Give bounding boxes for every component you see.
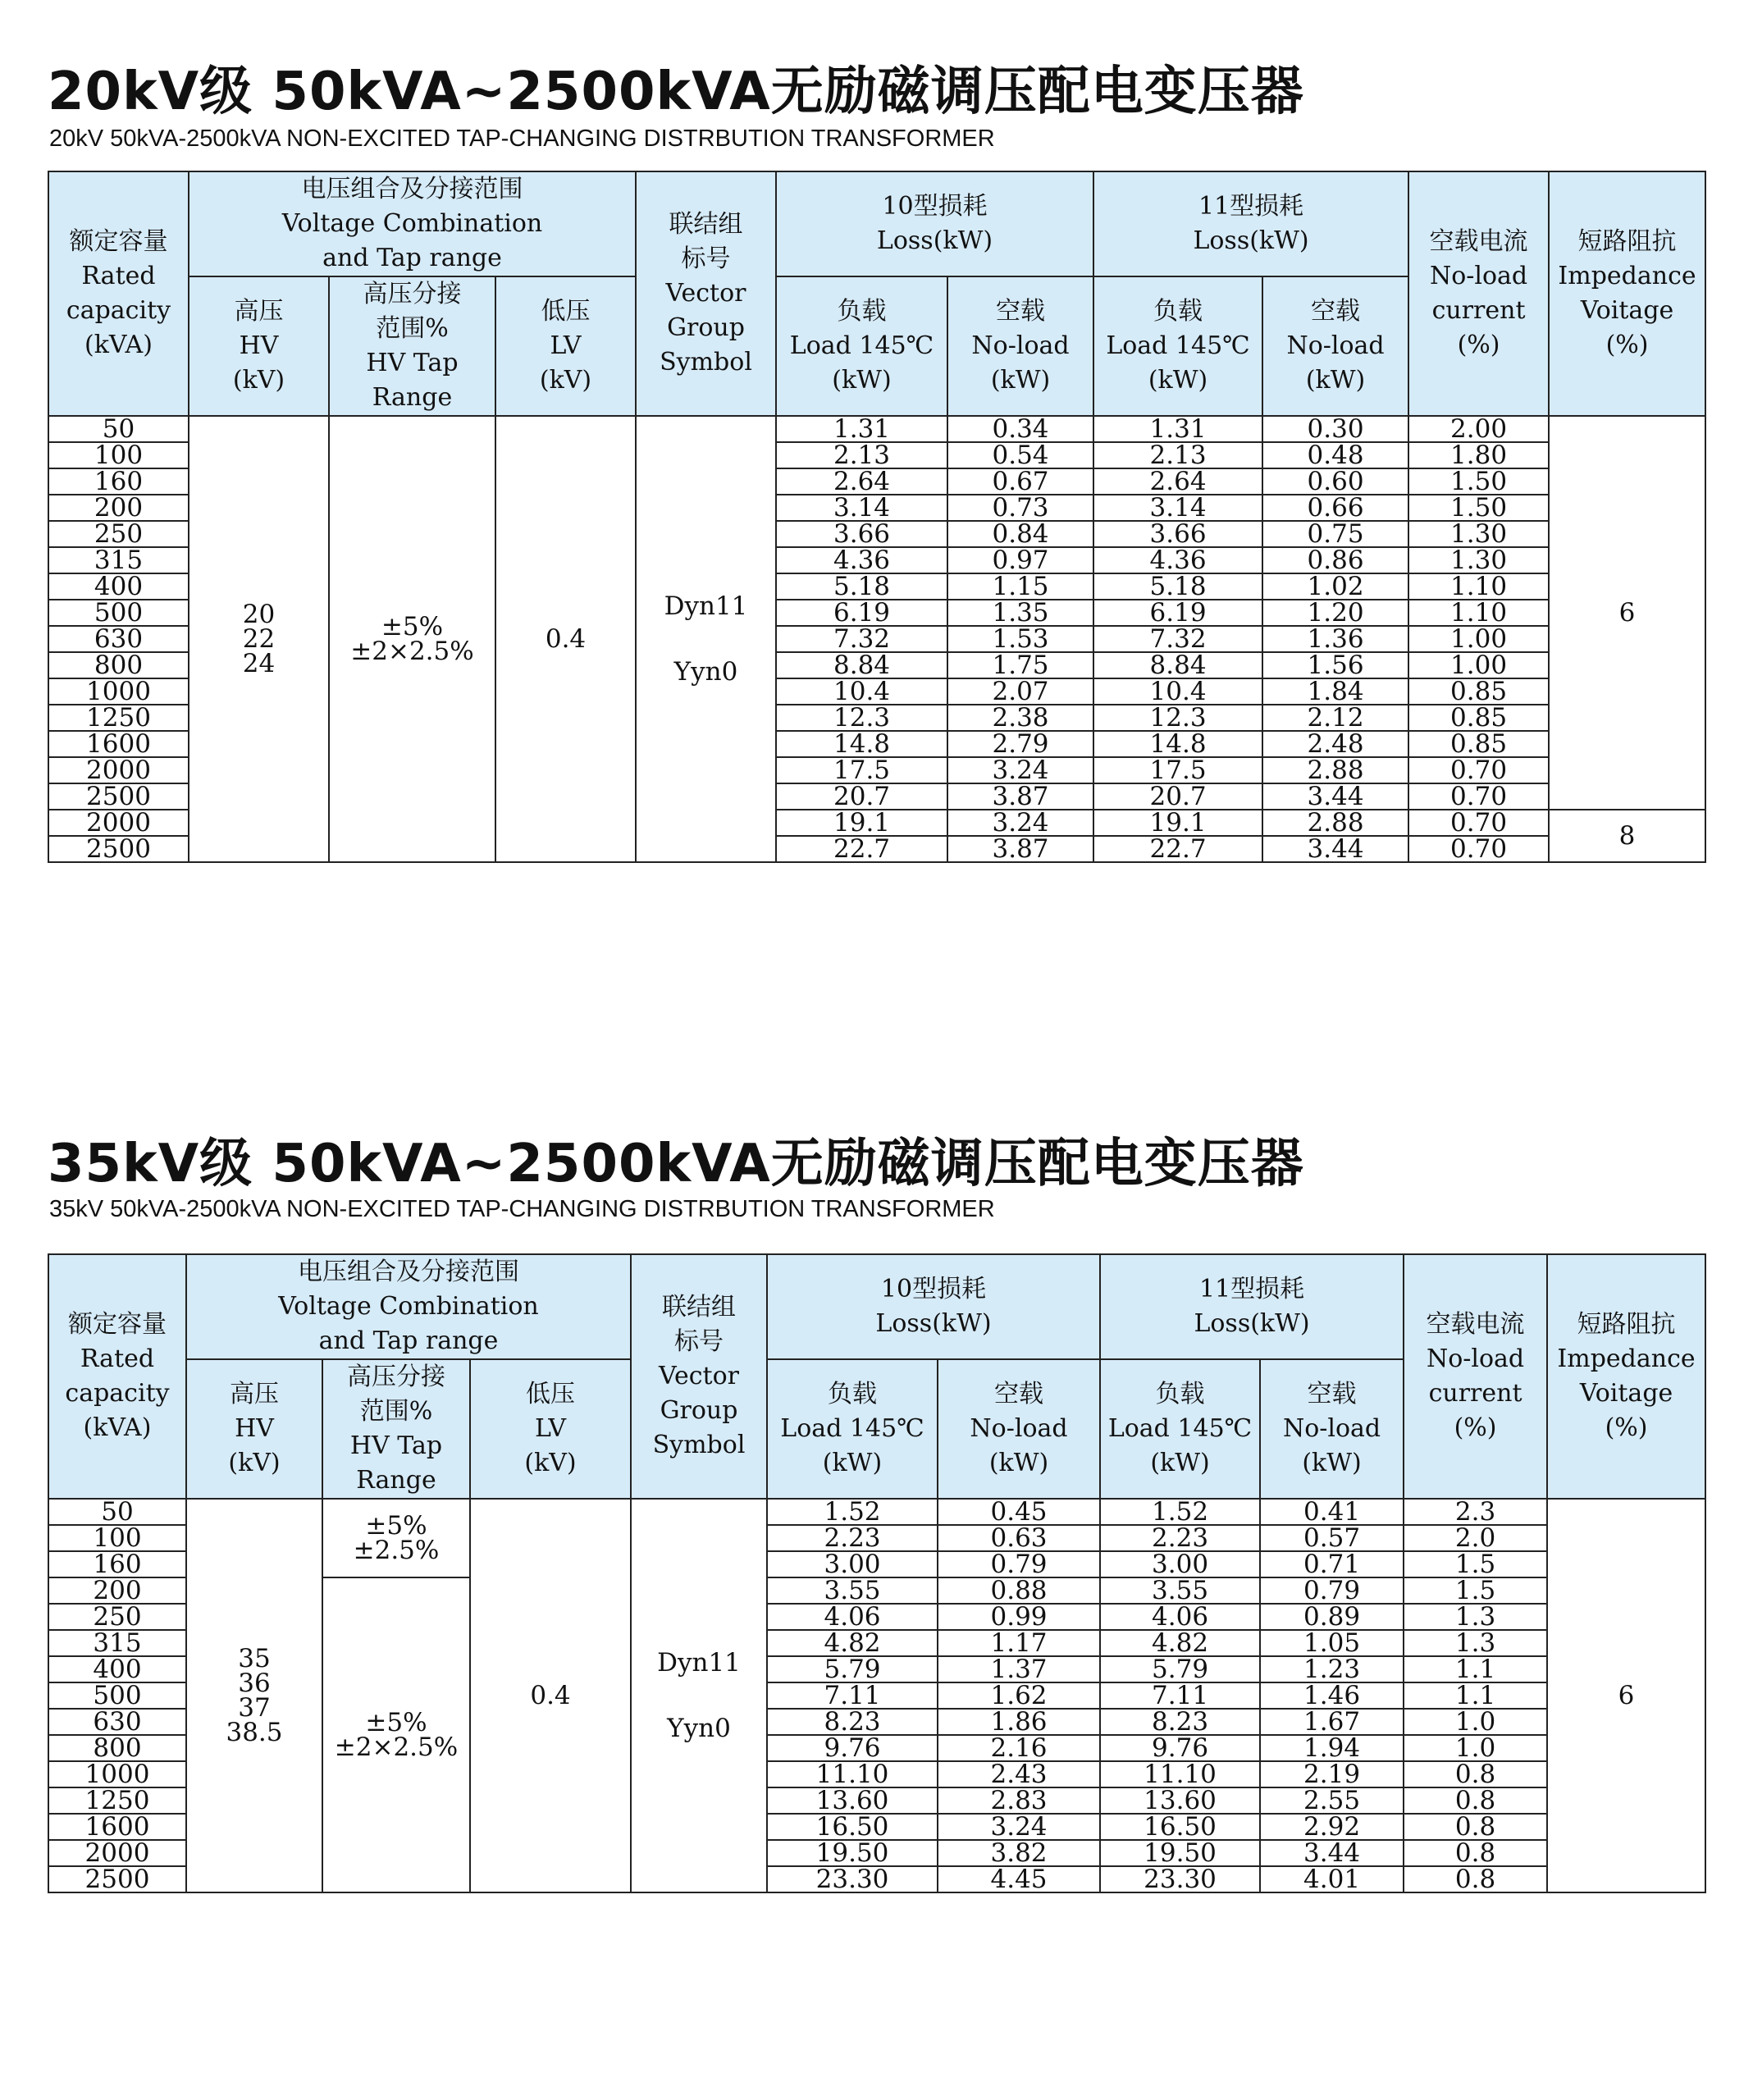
vector-cell-line bbox=[632, 1679, 766, 1712]
hv-tap-cell bbox=[329, 416, 495, 862]
load-11-cell: 16.50 bbox=[1100, 1814, 1260, 1840]
capacity-cell: 630 bbox=[48, 1709, 186, 1735]
vector-cell-line: Dyn11 bbox=[664, 591, 748, 621]
load-10-cell: 19.1 bbox=[776, 810, 947, 836]
noload-current-cell: 1.50 bbox=[1408, 495, 1549, 521]
load-10-cell: 4.36 bbox=[776, 547, 947, 573]
load-10-cell: 6.19 bbox=[776, 600, 947, 626]
load-10-cell: 10.4 bbox=[776, 678, 947, 705]
load-10-cell: 22.7 bbox=[776, 836, 947, 862]
load-11-cell: 5.79 bbox=[1100, 1656, 1260, 1682]
noload-10-cell: 3.82 bbox=[938, 1840, 1100, 1866]
load-10-cell: 9.76 bbox=[767, 1735, 938, 1761]
noload-11-cell: 1.02 bbox=[1262, 573, 1408, 600]
hv-cell-line: 24 bbox=[242, 649, 276, 678]
noload-11-cell: 1.46 bbox=[1260, 1682, 1404, 1709]
capacity-cell: 800 bbox=[48, 652, 189, 678]
noload-10-cell: 2.79 bbox=[947, 731, 1093, 757]
hv-cell-line: 35 bbox=[238, 1644, 271, 1673]
hv-tap-cell-line: ±5% bbox=[365, 1708, 427, 1737]
load-11-cell: 12.3 bbox=[1093, 705, 1262, 731]
noload-10-cell: 1.75 bbox=[947, 652, 1093, 678]
noload-10-cell: 2.43 bbox=[938, 1761, 1100, 1787]
header-loss-10: 10型损耗 Loss(kW) bbox=[776, 171, 1093, 276]
capacity-cell: 500 bbox=[48, 1682, 186, 1709]
load-10-cell: 8.84 bbox=[776, 652, 947, 678]
table-body bbox=[48, 416, 1705, 862]
noload-current-cell: 1.30 bbox=[1408, 521, 1549, 547]
load-11-cell: 19.1 bbox=[1093, 810, 1262, 836]
spec-table-20kv bbox=[48, 171, 1706, 863]
header-hv-tap: 高压分接 范围% HV Tap Range bbox=[322, 1359, 470, 1499]
noload-11-cell: 4.01 bbox=[1260, 1866, 1404, 1892]
header-load-11: 负载 Load 145℃ (kW) bbox=[1093, 276, 1262, 416]
load-10-cell: 4.06 bbox=[767, 1604, 938, 1630]
hv-cell-line: 37 bbox=[238, 1693, 271, 1723]
load-11-cell: 19.50 bbox=[1100, 1840, 1260, 1866]
lv-cell: 0.4 bbox=[470, 1499, 631, 1892]
noload-10-cell: 3.24 bbox=[938, 1814, 1100, 1840]
noload-11-cell: 0.30 bbox=[1262, 416, 1408, 442]
load-10-cell: 1.52 bbox=[767, 1499, 938, 1525]
load-10-cell: 7.11 bbox=[767, 1682, 938, 1709]
capacity-cell: 500 bbox=[48, 600, 189, 626]
table-row bbox=[48, 416, 1705, 442]
noload-11-cell: 0.75 bbox=[1262, 521, 1408, 547]
capacity-cell: 630 bbox=[48, 626, 189, 652]
hv-tap-cell bbox=[322, 1577, 470, 1892]
noload-current-cell: 0.85 bbox=[1408, 705, 1549, 731]
table-row bbox=[48, 1499, 1705, 1525]
capacity-cell: 160 bbox=[48, 468, 189, 495]
noload-current-cell: 1.0 bbox=[1404, 1735, 1547, 1761]
noload-11-cell: 3.44 bbox=[1262, 836, 1408, 862]
noload-10-cell: 0.63 bbox=[938, 1525, 1100, 1551]
noload-10-cell: 0.99 bbox=[938, 1604, 1100, 1630]
noload-10-cell: 2.07 bbox=[947, 678, 1093, 705]
noload-10-cell: 0.97 bbox=[947, 547, 1093, 573]
hv-tap-cell-line: ±5% bbox=[381, 612, 444, 641]
load-11-cell: 23.30 bbox=[1100, 1866, 1260, 1892]
noload-10-cell: 0.79 bbox=[938, 1551, 1100, 1577]
noload-current-cell: 1.00 bbox=[1408, 652, 1549, 678]
hv-tap-cell-line: ±2×2.5% bbox=[334, 1732, 459, 1762]
load-10-cell: 4.82 bbox=[767, 1630, 938, 1656]
capacity-cell: 315 bbox=[48, 1630, 186, 1656]
noload-11-cell: 3.44 bbox=[1262, 783, 1408, 810]
load-11-cell: 4.36 bbox=[1093, 547, 1262, 573]
header-noload-current: 空载电流 No-load current (%) bbox=[1404, 1254, 1547, 1499]
capacity-cell: 2000 bbox=[48, 757, 189, 783]
noload-current-cell: 0.8 bbox=[1404, 1761, 1547, 1787]
noload-current-cell: 1.5 bbox=[1404, 1551, 1547, 1577]
load-10-cell: 16.50 bbox=[767, 1814, 938, 1840]
capacity-cell: 1600 bbox=[48, 1814, 186, 1840]
noload-10-cell: 2.83 bbox=[938, 1787, 1100, 1814]
noload-current-cell: 1.00 bbox=[1408, 626, 1549, 652]
noload-current-cell: 0.70 bbox=[1408, 783, 1549, 810]
load-11-cell: 2.23 bbox=[1100, 1525, 1260, 1551]
load-11-cell: 2.64 bbox=[1093, 468, 1262, 495]
section-title: 20kV级 50kVA~2500kVA无励磁调压配电变压器 bbox=[48, 62, 1304, 122]
load-11-cell: 7.32 bbox=[1093, 626, 1262, 652]
impedance-cell: 8 bbox=[1549, 810, 1705, 862]
load-10-cell: 11.10 bbox=[767, 1761, 938, 1787]
vector-cell-line: Dyn11 bbox=[657, 1648, 741, 1678]
noload-10-cell: 0.67 bbox=[947, 468, 1093, 495]
noload-11-cell: 1.84 bbox=[1262, 678, 1408, 705]
hv-cell-line: 20 bbox=[242, 600, 276, 629]
noload-current-cell: 0.70 bbox=[1408, 757, 1549, 783]
noload-11-cell: 1.67 bbox=[1260, 1709, 1404, 1735]
vector-cell-line: Yyn0 bbox=[673, 657, 738, 687]
noload-current-cell: 0.8 bbox=[1404, 1840, 1547, 1866]
noload-10-cell: 0.34 bbox=[947, 416, 1093, 442]
load-11-cell: 5.18 bbox=[1093, 573, 1262, 600]
load-10-cell: 1.31 bbox=[776, 416, 947, 442]
load-11-cell: 7.11 bbox=[1100, 1682, 1260, 1709]
noload-current-cell: 0.70 bbox=[1408, 836, 1549, 862]
noload-current-cell: 1.1 bbox=[1404, 1656, 1547, 1682]
noload-11-cell: 0.60 bbox=[1262, 468, 1408, 495]
capacity-cell: 800 bbox=[48, 1735, 186, 1761]
header-vector-group: 联结组 标号 Vector Group Symbol bbox=[636, 171, 776, 416]
load-11-cell: 10.4 bbox=[1093, 678, 1262, 705]
section-subtitle: 35kV 50kVA-2500kVA NON-EXCITED TAP-CHANGING DISTRBUTION TRANSFORMER bbox=[49, 1196, 995, 1222]
capacity-cell: 2500 bbox=[48, 836, 189, 862]
load-10-cell: 3.55 bbox=[767, 1577, 938, 1604]
noload-11-cell: 0.57 bbox=[1260, 1525, 1404, 1551]
noload-11-cell: 2.55 bbox=[1260, 1787, 1404, 1814]
load-11-cell: 20.7 bbox=[1093, 783, 1262, 810]
noload-current-cell: 1.10 bbox=[1408, 573, 1549, 600]
noload-11-cell: 2.88 bbox=[1262, 757, 1408, 783]
noload-11-cell: 0.86 bbox=[1262, 547, 1408, 573]
load-10-cell: 2.13 bbox=[776, 442, 947, 468]
capacity-cell: 100 bbox=[48, 442, 189, 468]
noload-10-cell: 2.38 bbox=[947, 705, 1093, 731]
noload-10-cell: 1.35 bbox=[947, 600, 1093, 626]
capacity-cell: 50 bbox=[48, 1499, 186, 1525]
capacity-cell: 1000 bbox=[48, 678, 189, 705]
section-subtitle: 20kV 50kVA-2500kVA NON-EXCITED TAP-CHANGING DISTRBUTION TRANSFORMER bbox=[49, 126, 995, 152]
noload-current-cell: 1.80 bbox=[1408, 442, 1549, 468]
hv-tap-cell bbox=[322, 1499, 470, 1577]
load-11-cell: 9.76 bbox=[1100, 1735, 1260, 1761]
header-load-10: 负载 Load 145℃ (kW) bbox=[767, 1359, 938, 1499]
hv-cell bbox=[189, 416, 329, 862]
noload-10-cell: 1.86 bbox=[938, 1709, 1100, 1735]
header-noload-11: 空载 No-load (kW) bbox=[1260, 1359, 1404, 1499]
load-10-cell: 14.8 bbox=[776, 731, 947, 757]
noload-11-cell: 2.12 bbox=[1262, 705, 1408, 731]
load-10-cell: 23.30 bbox=[767, 1866, 938, 1892]
capacity-cell: 2500 bbox=[48, 1866, 186, 1892]
capacity-cell: 2000 bbox=[48, 810, 189, 836]
noload-10-cell: 1.17 bbox=[938, 1630, 1100, 1656]
impedance-cell: 6 bbox=[1549, 416, 1705, 810]
noload-11-cell: 0.79 bbox=[1260, 1577, 1404, 1604]
header-capacity: 额定容量 Rated capacity (kVA) bbox=[48, 171, 189, 416]
header-noload-10: 空载 No-load (kW) bbox=[938, 1359, 1100, 1499]
load-10-cell: 17.5 bbox=[776, 757, 947, 783]
noload-10-cell: 1.15 bbox=[947, 573, 1093, 600]
hv-tap-cell-line: ±2×2.5% bbox=[350, 637, 474, 666]
load-10-cell: 8.23 bbox=[767, 1709, 938, 1735]
capacity-cell: 200 bbox=[48, 1577, 186, 1604]
capacity-cell: 1000 bbox=[48, 1761, 186, 1787]
noload-current-cell: 1.30 bbox=[1408, 547, 1549, 573]
load-11-cell: 1.52 bbox=[1100, 1499, 1260, 1525]
load-10-cell: 12.3 bbox=[776, 705, 947, 731]
header-lv: 低压 LV (kV) bbox=[495, 276, 636, 416]
header-load-11: 负载 Load 145℃ (kW) bbox=[1100, 1359, 1260, 1499]
load-11-cell: 8.84 bbox=[1093, 652, 1262, 678]
noload-11-cell: 0.66 bbox=[1262, 495, 1408, 521]
header-load-10: 负载 Load 145℃ (kW) bbox=[776, 276, 947, 416]
noload-10-cell: 0.54 bbox=[947, 442, 1093, 468]
table-body bbox=[48, 1499, 1705, 1892]
header-lv: 低压 LV (kV) bbox=[470, 1359, 631, 1499]
noload-current-cell: 1.0 bbox=[1404, 1709, 1547, 1735]
noload-10-cell: 0.84 bbox=[947, 521, 1093, 547]
noload-current-cell: 0.85 bbox=[1408, 678, 1549, 705]
noload-11-cell: 0.48 bbox=[1262, 442, 1408, 468]
header-noload-10: 空载 No-load (kW) bbox=[947, 276, 1093, 416]
capacity-cell: 400 bbox=[48, 573, 189, 600]
capacity-cell: 400 bbox=[48, 1656, 186, 1682]
noload-11-cell: 1.36 bbox=[1262, 626, 1408, 652]
noload-10-cell: 2.16 bbox=[938, 1735, 1100, 1761]
header-voltage-combination: 电压组合及分接范围 Voltage Combination and Tap range bbox=[186, 1254, 631, 1359]
capacity-cell: 1600 bbox=[48, 731, 189, 757]
load-10-cell: 20.7 bbox=[776, 783, 947, 810]
header-impedance: 短路阻抗 Impedance Voitage (%) bbox=[1547, 1254, 1705, 1499]
noload-current-cell: 2.00 bbox=[1408, 416, 1549, 442]
header-loss-11: 11型损耗 Loss(kW) bbox=[1093, 171, 1408, 276]
noload-10-cell: 1.37 bbox=[938, 1656, 1100, 1682]
noload-current-cell: 0.8 bbox=[1404, 1814, 1547, 1840]
hv-cell bbox=[186, 1499, 322, 1892]
section-title: 35kV级 50kVA~2500kVA无励磁调压配电变压器 bbox=[48, 1134, 1304, 1194]
hv-cell-line: 36 bbox=[238, 1669, 271, 1698]
capacity-cell: 315 bbox=[48, 547, 189, 573]
capacity-cell: 250 bbox=[48, 1604, 186, 1630]
noload-11-cell: 1.56 bbox=[1262, 652, 1408, 678]
noload-current-cell: 2.0 bbox=[1404, 1525, 1547, 1551]
noload-current-cell: 1.3 bbox=[1404, 1604, 1547, 1630]
load-11-cell: 13.60 bbox=[1100, 1787, 1260, 1814]
hv-tap-cell-line: ±5% bbox=[365, 1511, 427, 1541]
hv-tap-cell-line: ±2.5% bbox=[353, 1536, 440, 1565]
impedance-cell: 6 bbox=[1547, 1499, 1705, 1892]
lv-cell: 0.4 bbox=[495, 416, 636, 862]
load-11-cell: 1.31 bbox=[1093, 416, 1262, 442]
noload-11-cell: 0.41 bbox=[1260, 1499, 1404, 1525]
header-loss-10: 10型损耗 Loss(kW) bbox=[767, 1254, 1100, 1359]
noload-10-cell: 1.62 bbox=[938, 1682, 1100, 1709]
load-11-cell: 22.7 bbox=[1093, 836, 1262, 862]
load-11-cell: 8.23 bbox=[1100, 1709, 1260, 1735]
noload-10-cell: 3.24 bbox=[947, 757, 1093, 783]
noload-10-cell: 3.24 bbox=[947, 810, 1093, 836]
noload-current-cell: 1.10 bbox=[1408, 600, 1549, 626]
capacity-cell: 2000 bbox=[48, 1840, 186, 1866]
load-11-cell: 3.14 bbox=[1093, 495, 1262, 521]
noload-10-cell: 4.45 bbox=[938, 1866, 1100, 1892]
noload-10-cell: 3.87 bbox=[947, 783, 1093, 810]
noload-10-cell: 0.88 bbox=[938, 1577, 1100, 1604]
capacity-cell: 250 bbox=[48, 521, 189, 547]
noload-11-cell: 1.20 bbox=[1262, 600, 1408, 626]
capacity-cell: 1250 bbox=[48, 705, 189, 731]
noload-current-cell: 2.3 bbox=[1404, 1499, 1547, 1525]
capacity-cell: 200 bbox=[48, 495, 189, 521]
header-vector-group: 联结组 标号 Vector Group Symbol bbox=[631, 1254, 767, 1499]
header-capacity: 额定容量 Rated capacity (kVA) bbox=[48, 1254, 186, 1499]
vector-cell bbox=[636, 416, 776, 862]
header-loss-11: 11型损耗 Loss(kW) bbox=[1100, 1254, 1404, 1359]
header-hv-tap: 高压分接 范围% HV Tap Range bbox=[329, 276, 495, 416]
load-11-cell: 17.5 bbox=[1093, 757, 1262, 783]
noload-11-cell: 2.88 bbox=[1262, 810, 1408, 836]
noload-current-cell: 0.8 bbox=[1404, 1787, 1547, 1814]
noload-10-cell: 3.87 bbox=[947, 836, 1093, 862]
load-11-cell: 14.8 bbox=[1093, 731, 1262, 757]
load-11-cell: 11.10 bbox=[1100, 1761, 1260, 1787]
load-11-cell: 3.55 bbox=[1100, 1577, 1260, 1604]
header-noload-11: 空载 No-load (kW) bbox=[1262, 276, 1408, 416]
load-10-cell: 5.79 bbox=[767, 1656, 938, 1682]
load-11-cell: 3.00 bbox=[1100, 1551, 1260, 1577]
header-hv: 高压 HV (kV) bbox=[189, 276, 329, 416]
load-10-cell: 19.50 bbox=[767, 1840, 938, 1866]
header-voltage-combination: 电压组合及分接范围 Voltage Combination and Tap range bbox=[189, 171, 636, 276]
load-10-cell: 2.64 bbox=[776, 468, 947, 495]
hv-cell-line: 38.5 bbox=[226, 1718, 283, 1747]
noload-current-cell: 0.8 bbox=[1404, 1866, 1547, 1892]
capacity-cell: 2500 bbox=[48, 783, 189, 810]
load-11-cell: 2.13 bbox=[1093, 442, 1262, 468]
vector-cell bbox=[631, 1499, 767, 1892]
capacity-cell: 50 bbox=[48, 416, 189, 442]
noload-current-cell: 1.5 bbox=[1404, 1577, 1547, 1604]
noload-current-cell: 1.3 bbox=[1404, 1630, 1547, 1656]
load-11-cell: 4.82 bbox=[1100, 1630, 1260, 1656]
load-10-cell: 5.18 bbox=[776, 573, 947, 600]
load-10-cell: 3.00 bbox=[767, 1551, 938, 1577]
noload-11-cell: 1.23 bbox=[1260, 1656, 1404, 1682]
vector-cell-line: Yyn0 bbox=[667, 1714, 731, 1743]
capacity-cell: 100 bbox=[48, 1525, 186, 1551]
header-hv: 高压 HV (kV) bbox=[186, 1359, 322, 1499]
load-11-cell: 6.19 bbox=[1093, 600, 1262, 626]
header-noload-current: 空载电流 No-load current (%) bbox=[1408, 171, 1549, 416]
noload-11-cell: 2.19 bbox=[1260, 1761, 1404, 1787]
noload-11-cell: 0.89 bbox=[1260, 1604, 1404, 1630]
spec-table-35kv bbox=[48, 1253, 1706, 1893]
noload-11-cell: 2.48 bbox=[1262, 731, 1408, 757]
load-10-cell: 3.66 bbox=[776, 521, 947, 547]
load-11-cell: 3.66 bbox=[1093, 521, 1262, 547]
noload-11-cell: 3.44 bbox=[1260, 1840, 1404, 1866]
load-10-cell: 2.23 bbox=[767, 1525, 938, 1551]
noload-current-cell: 1.1 bbox=[1404, 1682, 1547, 1709]
noload-11-cell: 1.94 bbox=[1260, 1735, 1404, 1761]
header-impedance: 短路阻抗 Impedance Voitage (%) bbox=[1549, 171, 1705, 416]
load-10-cell: 7.32 bbox=[776, 626, 947, 652]
hv-cell-line: 22 bbox=[242, 624, 276, 654]
load-11-cell: 4.06 bbox=[1100, 1604, 1260, 1630]
noload-current-cell: 1.50 bbox=[1408, 468, 1549, 495]
noload-10-cell: 0.73 bbox=[947, 495, 1093, 521]
load-10-cell: 3.14 bbox=[776, 495, 947, 521]
vector-cell-line bbox=[637, 623, 775, 655]
noload-current-cell: 0.85 bbox=[1408, 731, 1549, 757]
noload-11-cell: 1.05 bbox=[1260, 1630, 1404, 1656]
noload-current-cell: 0.70 bbox=[1408, 810, 1549, 836]
noload-11-cell: 0.71 bbox=[1260, 1551, 1404, 1577]
capacity-cell: 1250 bbox=[48, 1787, 186, 1814]
noload-11-cell: 2.92 bbox=[1260, 1814, 1404, 1840]
load-10-cell: 13.60 bbox=[767, 1787, 938, 1814]
capacity-cell: 160 bbox=[48, 1551, 186, 1577]
noload-10-cell: 1.53 bbox=[947, 626, 1093, 652]
noload-10-cell: 0.45 bbox=[938, 1499, 1100, 1525]
